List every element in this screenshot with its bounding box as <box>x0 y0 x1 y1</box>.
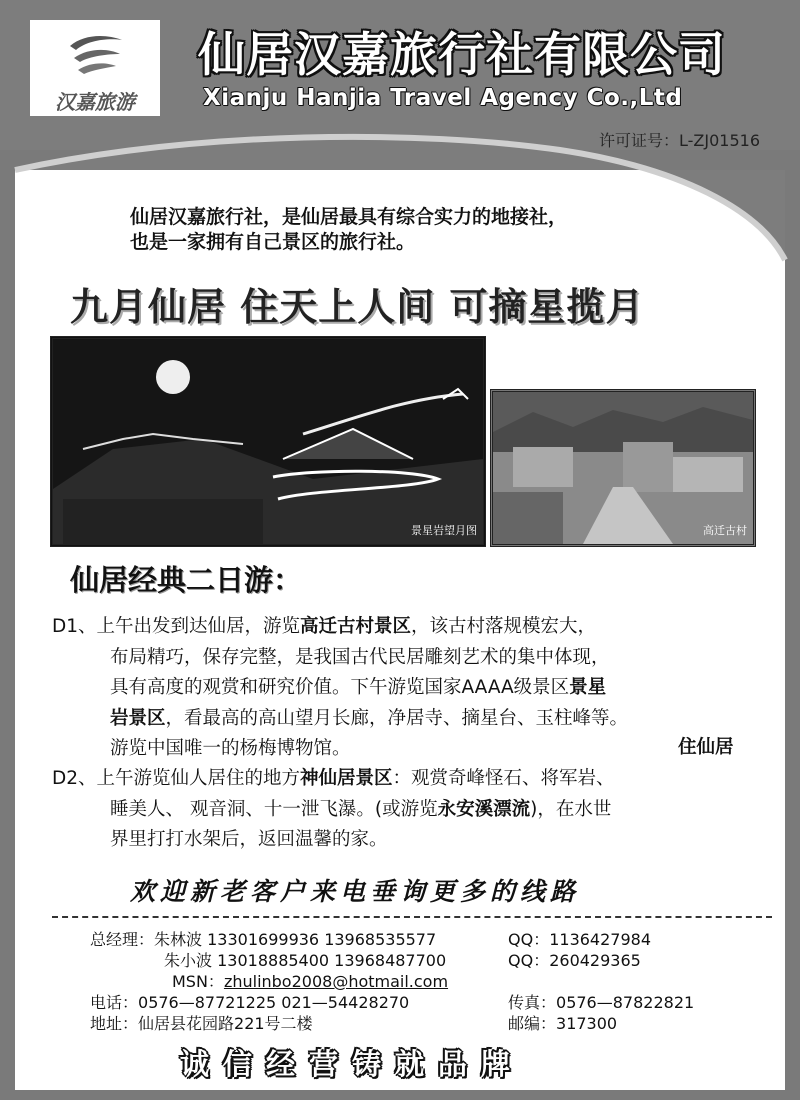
d2-text: 睡美人、 观音洞、十一泄飞瀑。(或游览 <box>110 798 438 820</box>
license-value: L-ZJ01516 <box>679 131 760 150</box>
tel-value: 0576—87721225 021—54428270 <box>138 993 410 1012</box>
small-photo-caption: 高迁古村 <box>703 524 747 537</box>
qq-label: QQ： <box>508 951 550 970</box>
qq-value: 1136427984 <box>549 930 651 949</box>
address-label: 地址： <box>90 1014 139 1033</box>
shenxianju-scenic-area: 神仙居景区 <box>300 768 393 789</box>
contact-name-1: 朱林波 <box>154 930 203 949</box>
welcome-slogan: 欢迎新老客户来电垂询更多的线路 <box>130 877 581 906</box>
zip-label: 邮编： <box>508 1014 557 1033</box>
d2-text: D2、上午游览仙人居住的地方 <box>52 768 301 789</box>
qq-value: 260429365 <box>549 951 641 970</box>
license-label: 许可证号： <box>599 131 680 150</box>
tour-title: 仙居经典二日游： <box>70 563 303 597</box>
jingxingyan-highlight: 岩景区 <box>110 707 166 729</box>
d1-text: ，看最高的高山望月长廊，净居寺、摘星台、玉柱峰等。 <box>165 707 629 729</box>
d1-text: ，该古村落规模宏大， <box>411 616 597 637</box>
fax-value: 0576—87822821 <box>556 993 695 1012</box>
yongan-rafting: 永安溪漂流 <box>437 798 531 820</box>
logo <box>30 20 160 116</box>
contact-tel <box>90 993 409 1013</box>
stay-note: 住仙居 <box>678 737 734 758</box>
logo-text: 汉嘉旅游 <box>55 90 135 114</box>
d2-text: ：观赏奇峰怪石、将军岩、 <box>392 768 615 789</box>
intro-line-1: 仙居汉嘉旅行社，是仙居最具有综合实力的地接社， <box>130 206 568 228</box>
day2-itinerary <box>52 764 615 856</box>
intro-line-2: 也是一家拥有自己景区的旅行社。 <box>130 231 416 253</box>
photo-jingxingyan <box>50 336 486 547</box>
contact-qq-1 <box>508 930 651 950</box>
contact-name-2: 朱小波 <box>164 951 213 970</box>
zip-value: 317300 <box>556 1014 618 1033</box>
d1-line-2: 布局精巧，保存完整，是我国古代民居雕刻艺术的集中体现， <box>110 646 610 668</box>
d1-line-1 <box>52 612 628 643</box>
d2-line-3: 界里打打水架后，返回温馨的家。 <box>110 829 388 850</box>
main-photo-caption: 景星岩望月图 <box>411 524 477 537</box>
d1-line-5: 游览中国唯一的杨梅博物馆。 <box>110 738 351 759</box>
company-name-en: Xianju Hanjia Travel Agency Co.,Ltd <box>203 85 683 111</box>
d2-line-2 <box>52 795 615 826</box>
msn-email-link[interactable]: zhulinbo2008@hotmail.com <box>223 972 449 991</box>
d1-text: 具有高度的观赏和研究价值。下午游览国家AAAA级景区 <box>110 677 570 698</box>
intro-text <box>130 205 567 255</box>
contact-phones-2: 13018885400 13968487700 <box>217 951 447 970</box>
tel-label: 电话： <box>90 993 139 1012</box>
d1-line-3 <box>52 673 628 704</box>
d2-text: )，在水世 <box>530 798 612 820</box>
d1-text: D1、上午出发到达仙居，游览 <box>52 616 301 637</box>
night-pavilion-image <box>53 339 483 544</box>
d1-line-4 <box>52 704 628 735</box>
contact-address <box>90 1014 313 1034</box>
contact-qq-2 <box>508 951 641 971</box>
contact-msn <box>172 972 448 992</box>
wave-logo-icon <box>62 28 128 80</box>
contact-gm <box>90 930 436 950</box>
contact-fax <box>508 993 694 1013</box>
gm-label: 总经理： <box>90 930 155 949</box>
fax-label: 传真： <box>508 993 557 1012</box>
dashed-divider <box>52 916 772 918</box>
gaoqian-scenic-area: 高迁古村景区 <box>300 616 412 637</box>
contact-second <box>164 951 446 971</box>
headline-slogan: 九月仙居 住天上人间 可摘星揽月 <box>70 285 645 329</box>
company-name-cn: 仙居汉嘉旅行社有限公司 <box>198 28 726 83</box>
address-value: 仙居县花园路221号二楼 <box>138 1014 313 1033</box>
contact-zip <box>508 1014 617 1034</box>
d2-line-1 <box>52 764 615 795</box>
msn-label: MSN： <box>172 972 224 991</box>
contact-phones-1: 13301699936 13968535577 <box>207 930 437 949</box>
bottom-slogan: 诚信经营铸就品牌 <box>180 1047 525 1081</box>
jingxing-highlight: 景星 <box>569 677 607 698</box>
photo-gaoqian <box>490 389 756 547</box>
qq-label: QQ： <box>508 930 550 949</box>
day1-itinerary <box>52 612 628 765</box>
